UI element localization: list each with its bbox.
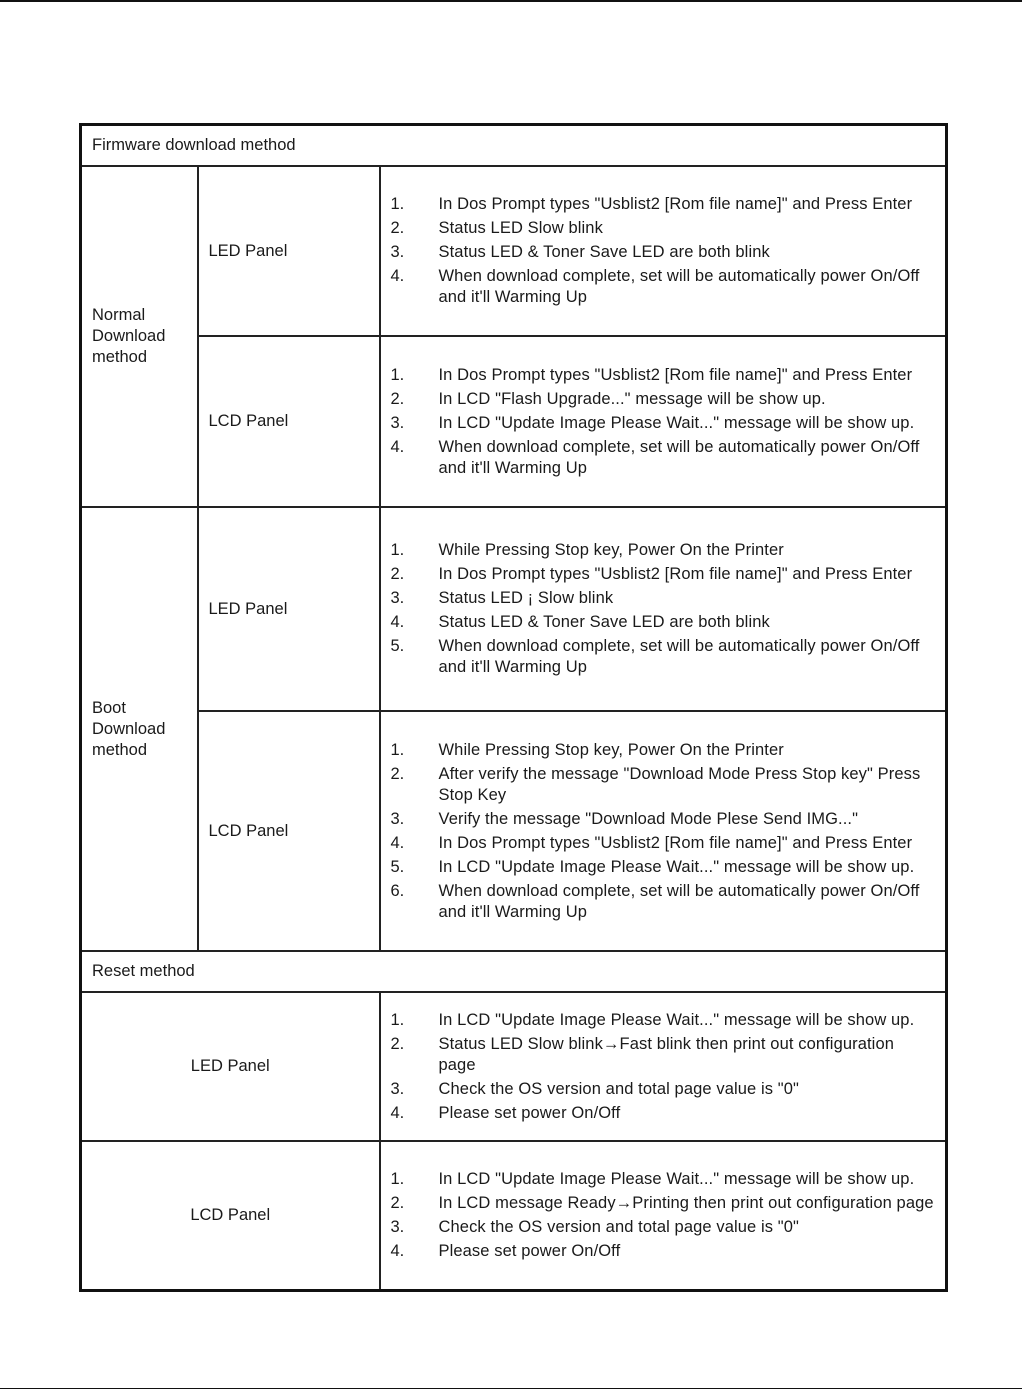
list-item: 1. In LCD "Update Image Please Wait..." message will be show up.	[390, 1010, 915, 1029]
list-item: 5. When download complete, set will be automatically power On/Off and it'll Warming Up	[390, 637, 920, 676]
list-item: 2. In Dos Prompt types "Usblist2 [Rom file name]" and Press Enter	[390, 565, 913, 583]
list-item: 3. Check the OS version and total page value is "0"	[390, 1217, 799, 1236]
list-item: 3. Status LED & Toner Save LED are both blink	[390, 243, 770, 261]
firmware-section-header: Firmware download method	[81, 125, 947, 167]
list-item: 5. In LCD "Update Image Please Wait..." message will be show up.	[390, 857, 915, 876]
reset-section-header: Reset method	[81, 951, 947, 992]
list-item: 2. After verify the message "Download Mode Press Stop key" Press Stop Key	[390, 764, 921, 804]
list-item: 6. When download complete, set will be automatically power On/Off and it'll Warming Up	[390, 881, 920, 921]
list-item: 4. When download complete, set will be automatically power On/Off and it'll Warming Up	[390, 267, 920, 306]
reset-lcd-panel-label: LCD Panel	[81, 1141, 380, 1290]
list-item: 3. In LCD "Update Image Please Wait..." message will be show up.	[390, 413, 915, 432]
list-item: 1. In LCD "Update Image Please Wait..." message will be show up.	[390, 1169, 915, 1188]
list-item: 4. Status LED & Toner Save LED are both blink	[390, 613, 770, 631]
firmware-header-row	[81, 125, 947, 167]
normal-download-label: Normal Download method	[81, 166, 198, 507]
reset-lcd-steps	[380, 1141, 947, 1290]
boot-led-row	[81, 507, 947, 711]
bottom-rule	[0, 1388, 1022, 1389]
list-item: 2. In LCD message Ready→Printing then print out configuration page	[390, 1193, 934, 1212]
list-item: 2. In LCD "Flash Upgrade..." message will be show up.	[390, 389, 826, 408]
list-item: 1. In Dos Prompt types "Usblist2 [Rom file name]" and Press Enter	[390, 365, 913, 384]
list-item: 2. Status LED Slow blink	[390, 219, 603, 237]
top-rule	[0, 0, 1022, 2]
boot-led-panel-label: LED Panel	[198, 507, 380, 711]
list-item: 1. In Dos Prompt types "Usblist2 [Rom file name]" and Press Enter	[390, 195, 913, 213]
boot-lcd-panel-label: LCD Panel	[198, 711, 380, 951]
list-item: 3. Status LED ¡ Slow blink	[390, 589, 614, 607]
normal-lcd-row	[81, 336, 947, 507]
reset-led-panel-label: LED Panel	[81, 992, 380, 1141]
list-item: 4. In Dos Prompt types "Usblist2 [Rom file name]" and Press Enter	[390, 833, 913, 852]
normal-led-panel-label: LED Panel	[198, 166, 380, 336]
reset-lcd-row	[81, 1141, 947, 1290]
reset-header-row	[81, 951, 947, 992]
list-item: 4. When download complete, set will be automatically power On/Off and it'll Warming Up	[390, 437, 920, 477]
reset-led-row	[81, 992, 947, 1141]
normal-lcd-steps	[380, 336, 947, 507]
boot-lcd-row	[81, 711, 947, 951]
boot-lcd-steps	[380, 711, 947, 951]
boot-download-label: Boot Download method	[81, 507, 198, 951]
boot-led-steps	[380, 507, 947, 711]
normal-led-row	[81, 166, 947, 336]
list-item: 4. Please set power On/Off	[390, 1103, 621, 1122]
normal-lcd-panel-label: LCD Panel	[198, 336, 380, 507]
reset-led-steps	[380, 992, 947, 1141]
list-item: 1. While Pressing Stop key, Power On the Printer	[390, 740, 784, 759]
list-item: 1. While Pressing Stop key, Power On the Printer	[390, 541, 784, 559]
list-item: 3. Verify the message "Download Mode Plese Send IMG..."	[390, 809, 859, 828]
normal-led-steps	[380, 166, 947, 336]
list-item: 4. Please set power On/Off	[390, 1241, 621, 1260]
list-item: 3. Check the OS version and total page value is "0"	[390, 1079, 799, 1098]
firmware-procedure-table	[79, 123, 948, 1292]
list-item: 2. Status LED Slow blink→Fast blink then print out configuration page	[390, 1034, 894, 1074]
